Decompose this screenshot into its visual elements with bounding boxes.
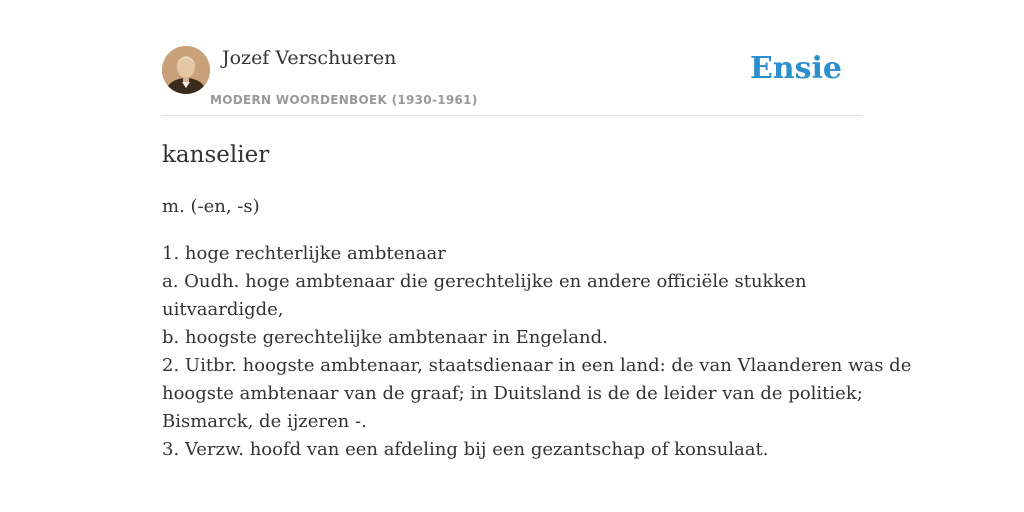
- definition-line: a. Oudh. hoge ambtenaar die gerechtelijke en andere officiële stukken: [162, 271, 807, 292]
- dictionary-source[interactable]: MODERN WOORDENBOEK (1930-1961): [210, 93, 478, 107]
- definition-line: 1. hoge rechterlijke ambtenaar: [162, 243, 446, 264]
- author-avatar[interactable]: [162, 46, 210, 94]
- entry-term: kanselier: [162, 142, 270, 168]
- brand-logo[interactable]: Ensie: [749, 51, 842, 86]
- definition-line: uitvaardigde,: [162, 299, 284, 320]
- definition-line: 2. Uitbr. hoogste ambtenaar, staatsdienaar in een land: de van Vlaanderen was de: [162, 355, 912, 376]
- portrait-photo-icon: [162, 46, 210, 94]
- definition-line: hoogste ambtenaar van de graaf; in Duitsland is de de leider van de politiek;: [162, 383, 863, 404]
- definition-line: b. hoogste gerechtelijke ambtenaar in Engeland.: [162, 327, 608, 348]
- entry-header: [162, 0, 862, 116]
- entry-card: [162, 0, 912, 512]
- entry-definition: [162, 240, 912, 464]
- definition-line: Bismarck, de ijzeren -.: [162, 411, 367, 432]
- author-name[interactable]: Jozef Verschueren: [222, 47, 397, 69]
- definition-line: 3. Verzw. hoofd van een afdeling bij een gezantschap of konsulaat.: [162, 439, 769, 460]
- entry-grammar: m. (-en, -s): [162, 196, 260, 217]
